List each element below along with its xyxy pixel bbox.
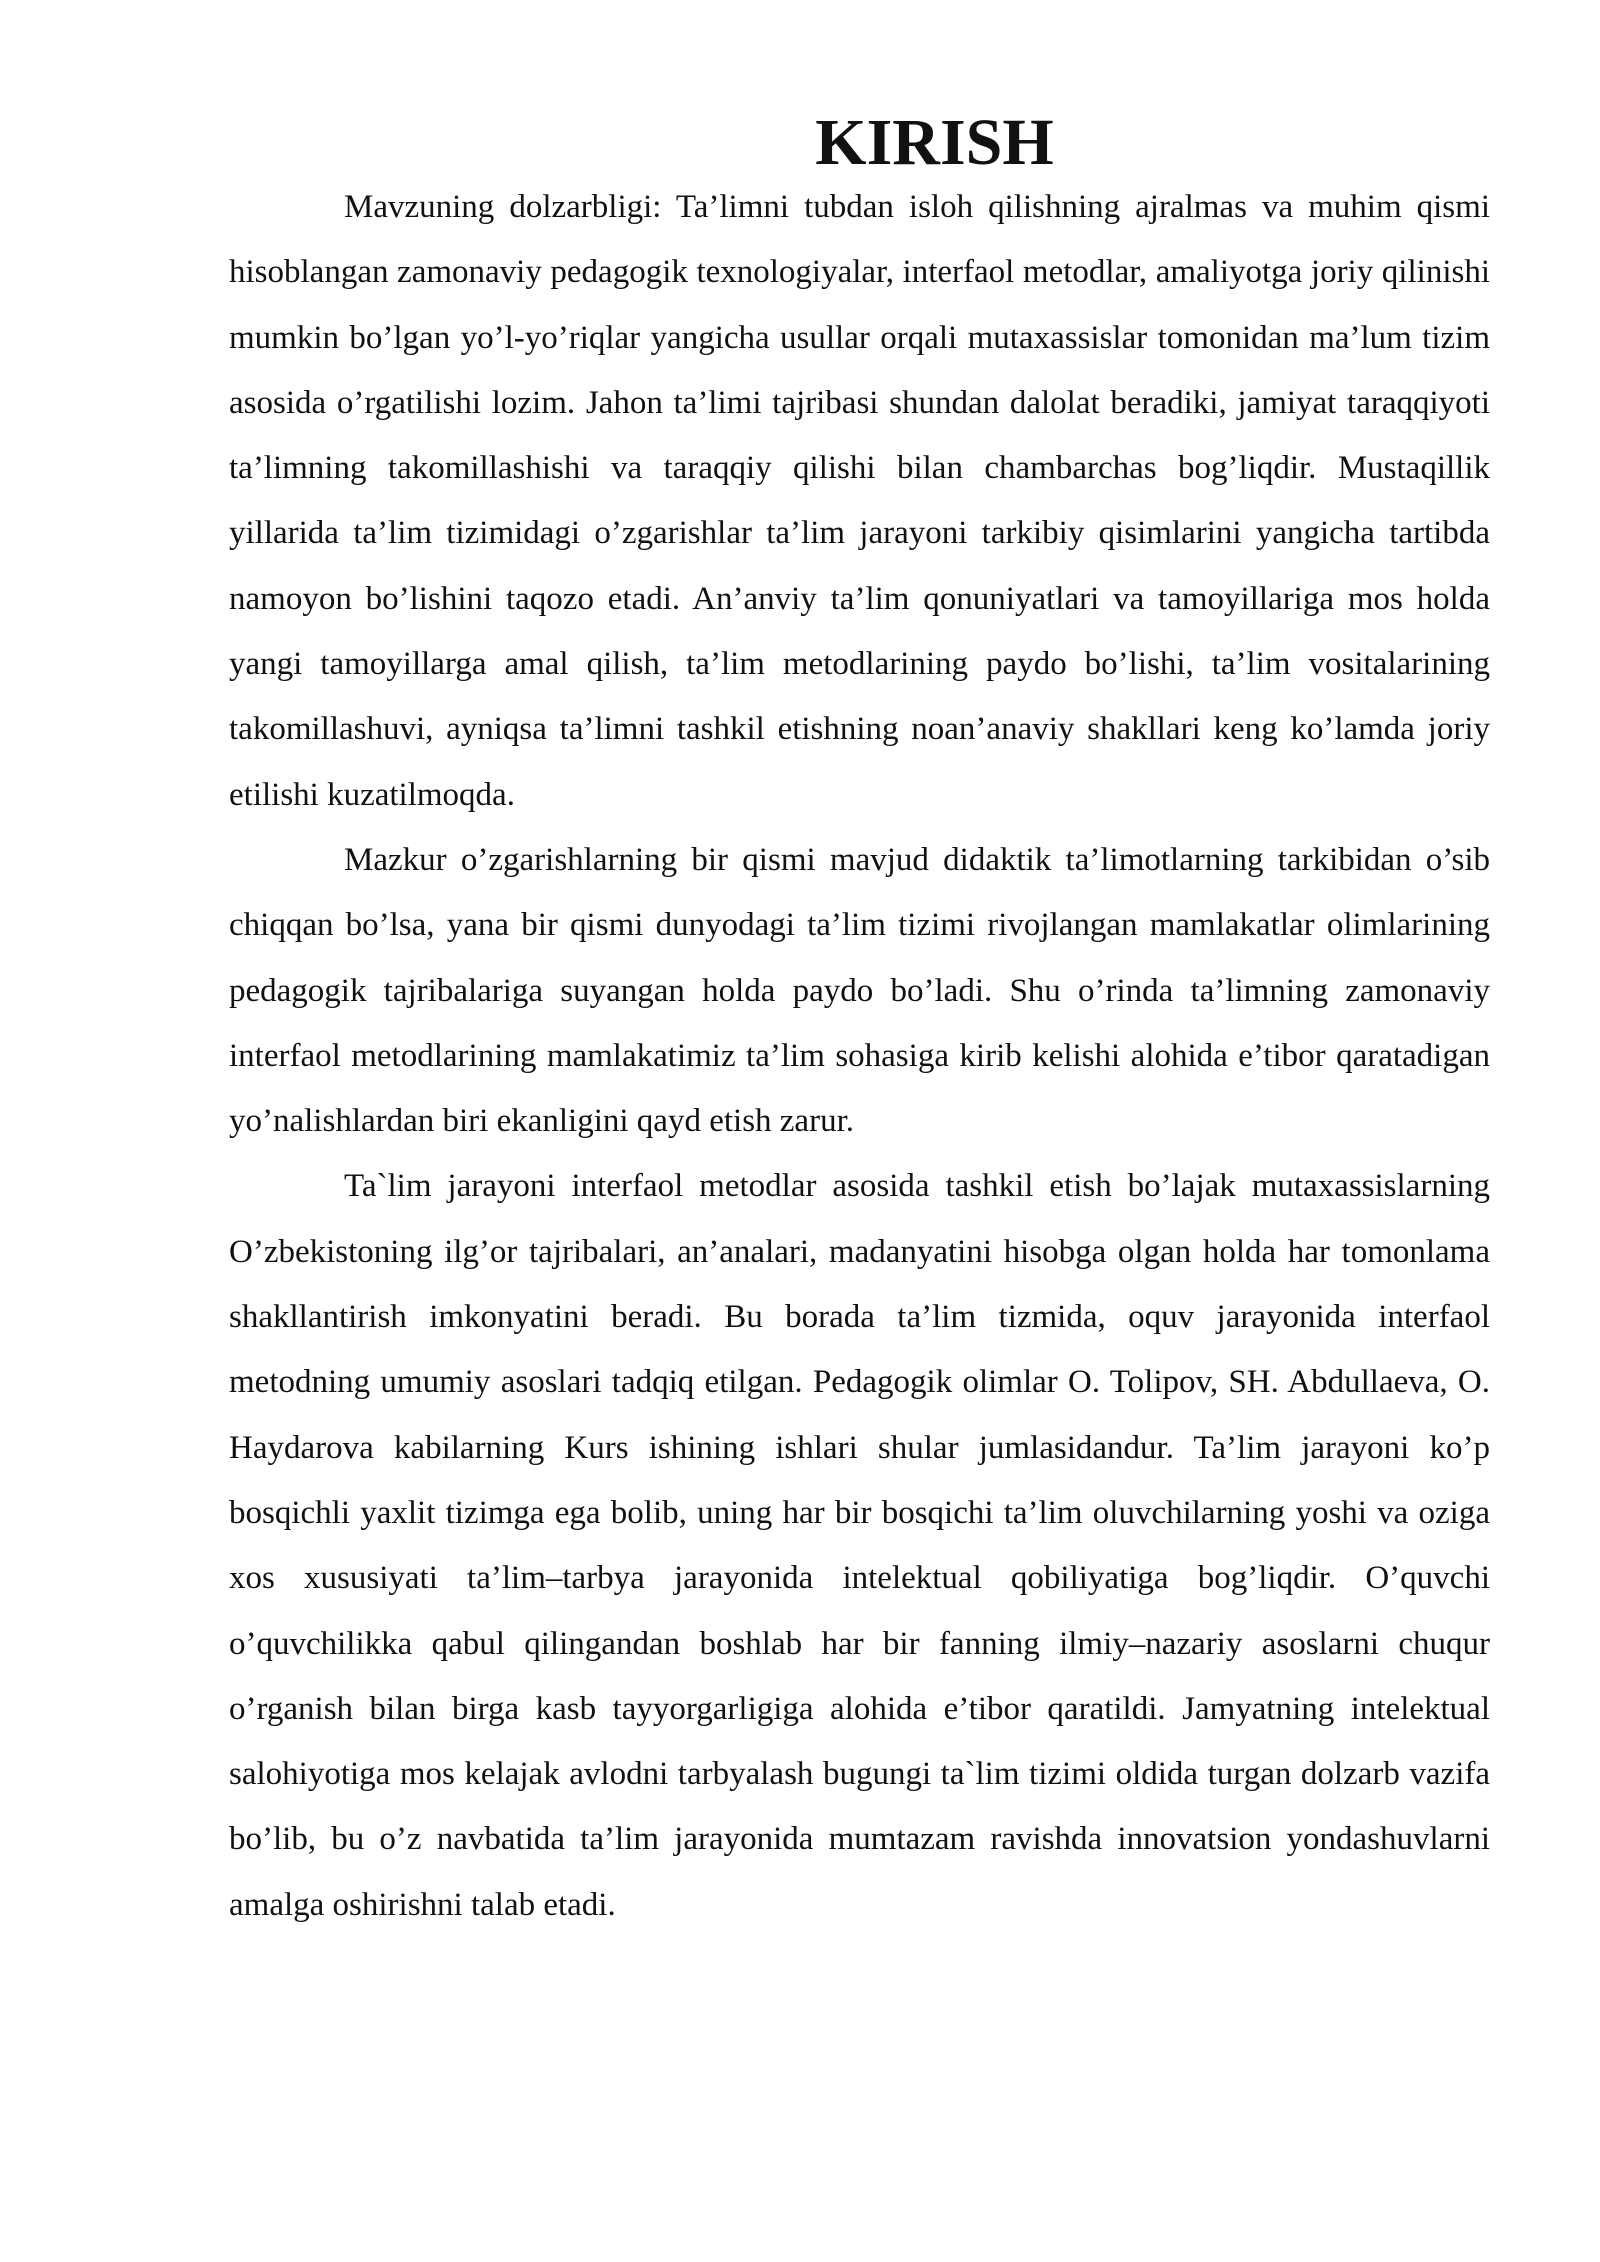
page-title: KIRISH xyxy=(815,106,1054,179)
paragraph-changes: Mazkur o’zgarishlarning bir qismi mavjud didaktik ta’limotlarning tarkibidan o’sib chiqqan bo’lsa, yana bir qismi dunyodagi ta’lim tizimi rivojlangan mamlakatlar olimlarining pedagogik tajribalariga suyangan holda paydo bo’ladi. Shu o’rinda ta’limning zamonaviy interfaol metodlarining mamlakatimiz ta’lim sohasiga kirib kelishi alohida e’tibor qaratadigan yo’nalishlardan biri ekanligini qayd etish zarur. xyxy=(229,841,1490,1140)
paragraph-interactive-methods: Ta`lim jarayoni interfaol metodlar asosida tashkil etish bo’lajak mutaxassislarning O’zbekistoning ilg’or tajribalari, an’analari, madanyatini hisobga olgan holda har tomonlama shakllantirish imkonyatini beradi. Bu borada ta’lim tizmida, oquv jarayonida interfaol metodning umumiy asoslari tadqiq etilgan. Pedagogik olimlar O. Tolipov, SH. Abdullaeva, O. Haydarova kabilarning Kurs ishining ishlari shular jumlasidandur. Ta’lim jarayoni ko’p bosqichli yaxlit tizimga ega bolib, uning har bir bosqichi ta’lim oluvchilarning yoshi va oziga xos xususiyati ta’lim–tarbya jarayonida intelektual qobiliyatiga bog’liqdir. O’quvchi o’quvchilikka qabul qilingandan boshlab har bir fanning ilmiy–nazariy asoslarni chuqur o’rganish bilan birga kasb tayyorgarligiga alohida e’tibor qaratildi. Jamyatning intelektual salohiyotiga mos kelajak avlodni tarbyalash bugungi ta`lim tizimi oldida turgan dolzarb vazifa bo’lib, bu o’z navbatida ta’lim jarayonida mumtazam ravishda innovatsion yondashuvlarni amalga oshirishni talab etadi. xyxy=(229,1168,1490,1923)
paragraph-relevance: Mavzuning dolzarbligi: Ta’limni tubdan isloh qilishning ajralmas va muhim qismi hisoblangan zamonaviy pedagogik texnologiyalar, interfaol metodlar, amaliyotga joriy qilinishi mumkin bo’lgan yo’l-yo’riqlar yangicha usullar orqali mutaxassislar tomonidan ma’lum tizim asosida o’rgatilishi lozim. Jahon ta’limi tajribasi shundan dalolat beradiki, jamiyat taraqqiyoti ta’limning takomillashishi va taraqqiy qilishi bilan chambarchas bog’liqdir. Mustaqillik yillarida ta’lim tizimidagi o’zgarishlar ta’lim jarayoni tarkibiy qisimlarini yangicha tartibda namoyon bo’lishini taqozo etadi. An’anviy ta’lim qonuniyatlari va tamoyillariga mos holda yangi tamoyillarga amal qilish, ta’lim metodlarining paydo bo’lishi, ta’lim vositalarining takomillashuvi, ayniqsa ta’limni tashkil etishning noan’anaviy shakllari keng ko’lamda joriy etilishi kuzatilmoqda. xyxy=(229,189,1490,813)
document-body xyxy=(229,106,1490,1938)
